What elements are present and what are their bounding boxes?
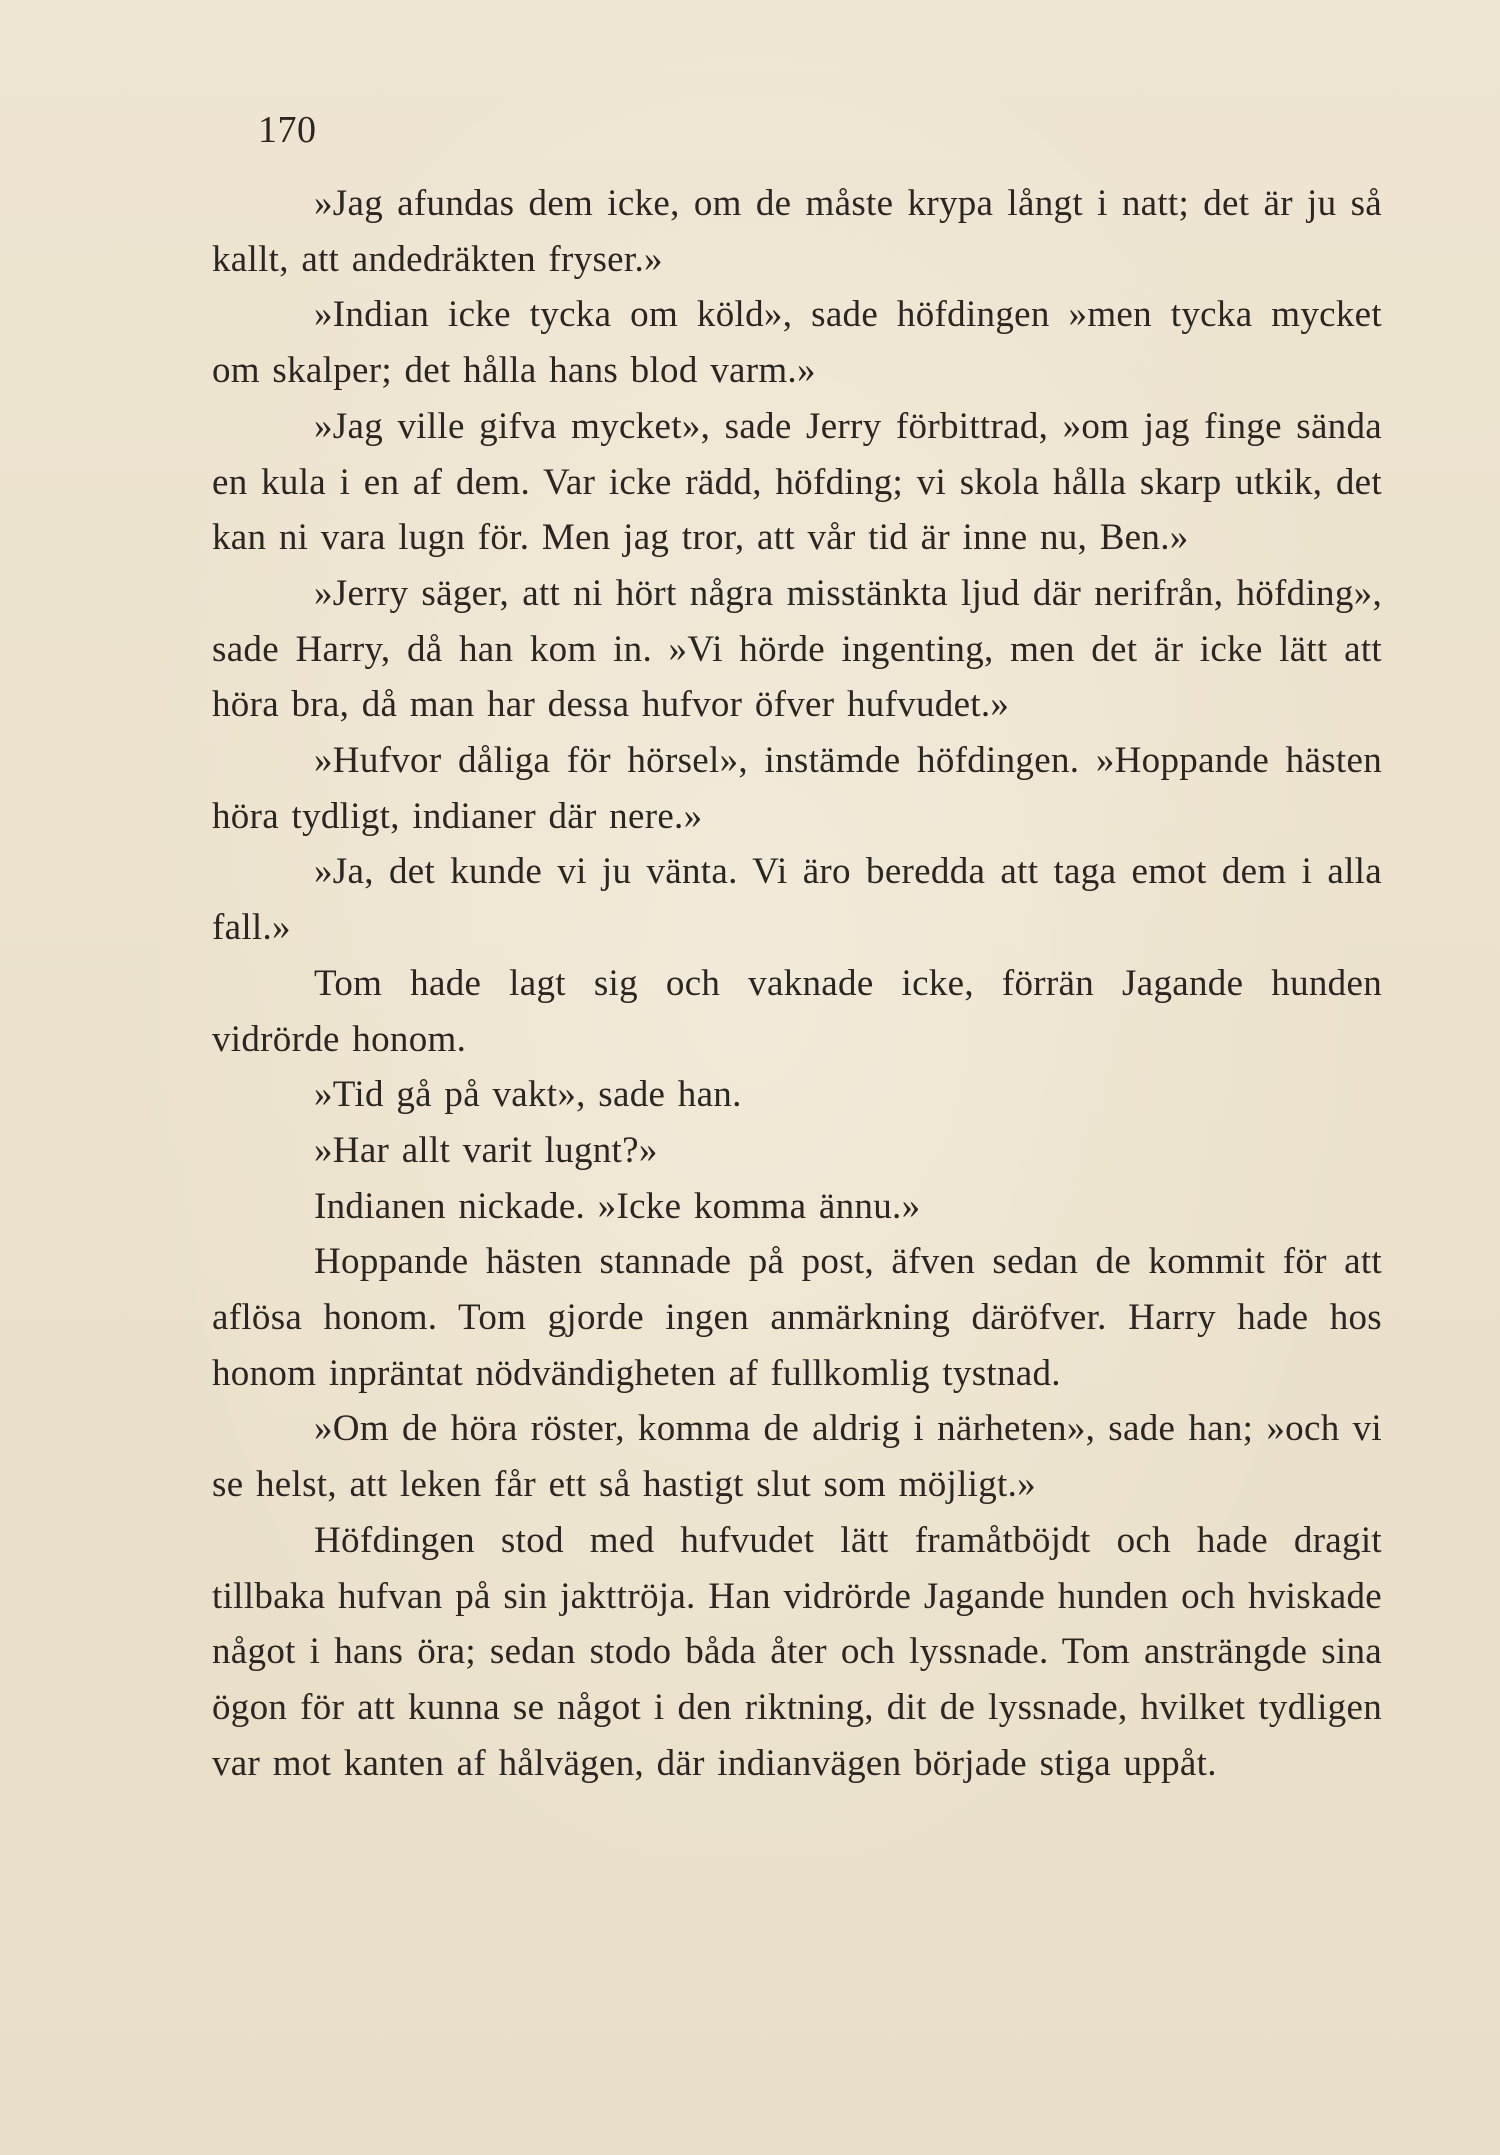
paragraph: Hoppande hästen stannade på post, äfven sedan de kommit för att aflösa honom. Tom gjorde ingen anmärkning däröfver. Harry hade hos honom inpräntat nödvändigheten af fullkomlig tystnad. [212, 1241, 1382, 1394]
paragraph: Tom hade lagt sig och vaknade icke, förrän Jagande hunden vidrörde honom. [212, 962, 1382, 1060]
paragraph: »Jag afundas dem icke, om de måste krypa långt i natt; det är ju så kallt, att andedräkten fryser.» [212, 183, 1382, 280]
paragraph: »Indian icke tycka om köld», sade höfdingen »men tycka mycket om skalper; det hålla hans blod varm.» [212, 294, 1382, 392]
paragraph: »Ja, det kunde vi ju vänta. Vi äro beredda att taga emot dem i alla fall.» [212, 851, 1382, 949]
paragraph: Indianen nickade. »Icke komma ännu.» [314, 1185, 921, 1227]
page-number: 170 [258, 109, 317, 151]
paragraph: »Jerry säger, att ni hört några misstänkta ljud där nerifrån, höfding», sade Harry, då han kom in. »Vi hörde ingenting, men det är icke lätt att höra bra, då man har dessa hufvor öfver hufvudet.» [212, 572, 1382, 726]
paragraph: Höfdingen stod med hufvudet lätt framåtböjdt och hade dragit tillbaka hufvan på sin jakttröja. Han vidrörde Jagande hunden och hviskade något i hans öra; sedan stodo båda åter och lyssnade. Tom ansträngde sina ögon för att kunna se något i den riktning, dit de lyssnade, hvilket tydligen var mot kanten af hålvägen, där indianvägen började stiga uppåt. [212, 1519, 1382, 1784]
paragraph: »Har allt varit lugnt?» [314, 1129, 658, 1171]
paragraph: »Tid gå på vakt», sade han. [314, 1074, 742, 1116]
paragraph: »Om de höra röster, komma de aldrig i närheten», sade han; »och vi se helst, att leken får ett så hastigt slut som möjligt.» [212, 1408, 1382, 1506]
body-text [212, 176, 1382, 1791]
paragraph: »Hufvor dåliga för hörsel», instämde höfdingen. »Hoppande hästen höra tydligt, indianer där nere.» [212, 740, 1382, 837]
paragraph: »Jag ville gifva mycket», sade Jerry förbittrad, »om jag finge sända en kula i en af dem. Var icke rädd, höfding; vi skola hålla skarp utkik, det kan ni vara lugn för. Men jag tror, att vår tid är inne nu, Ben.» [212, 405, 1382, 559]
